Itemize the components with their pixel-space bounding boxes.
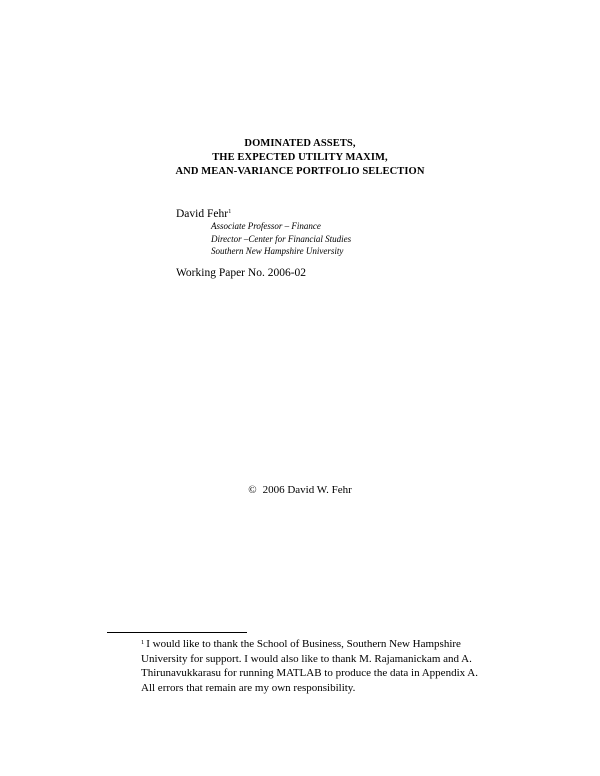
copyright-text: 2006 David W. Fehr <box>262 484 352 496</box>
copyright-icon: © <box>248 484 257 496</box>
copyright-notice <box>0 483 600 497</box>
footnote-line-4: All errors that remain are my own responsibility. <box>141 681 356 694</box>
title-line-1: DOMINATED ASSETS, <box>244 138 356 149</box>
footnote <box>141 637 521 695</box>
footnote-line-2: University for support. I would also like to thank M. Rajamanickam and A. <box>141 652 472 665</box>
title-line-3: AND MEAN-VARIANCE PORTFOLIO SELECTION <box>175 166 425 177</box>
paper-title <box>0 137 600 179</box>
affiliation-director: Director –Center for Financial Studies <box>211 233 352 244</box>
affiliation-university: Southern New Hampshire University <box>211 246 344 256</box>
footnote-mark: 1 <box>141 639 145 646</box>
working-paper-number: Working Paper No. 2006-02 <box>176 267 307 279</box>
author-footnote-mark[interactable]: 1 <box>228 208 232 215</box>
author-name: David Fehr <box>176 208 229 220</box>
author-affiliation <box>211 220 351 258</box>
title-line-2: THE EXPECTED UTILITY MAXIM, <box>212 152 388 163</box>
affiliation-title: Associate Professor – Finance <box>211 221 321 231</box>
footnote-divider <box>107 632 247 633</box>
author-block <box>176 207 231 221</box>
footnote-line-1 <box>141 637 521 652</box>
footnote-text-1: I would like to thank the School of Business, Southern New Hampshire <box>146 638 461 650</box>
footnote-line-3: Thirunavukkarasu for running MATLAB to produce the data in Appendix A. <box>141 667 478 679</box>
